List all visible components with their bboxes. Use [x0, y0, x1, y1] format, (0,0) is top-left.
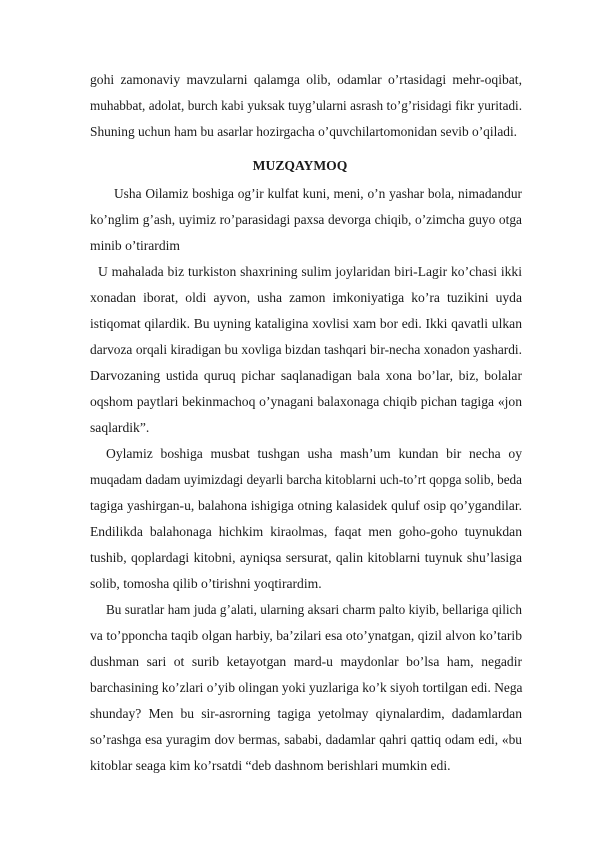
- text-line: Endilikda balahonaga hichkim kiraolmas, faqat men goho-goho tuynukdan: [90, 524, 522, 539]
- section-title: MUZQAYMOQ: [252, 158, 348, 173]
- text-line: minib o’tirardim: [90, 238, 180, 253]
- text-line: muhabbat, adolat, burch kabi yuksak tuyg’ularni asrash to’g’risidagi fikr yuritadi.: [90, 98, 522, 113]
- text-line: dushman sari ot surib ketayotgan mard-u maydonlar bo’lsa ham, negadir: [90, 654, 522, 669]
- text-line: U mahalada biz turkiston shaxrining sulim joylaridan biri-Lagir ko’chasi ikki: [98, 264, 522, 279]
- text-line: Oylamiz boshiga musbat tushgan usha mash’um kundan bir necha oy: [106, 446, 522, 461]
- text-line: barchasining ko’zlari o’yib olingan yoki yuzlariga ko’k siyoh tortilgan edi. Nega: [90, 680, 523, 695]
- text-line: oqshom paytlari bekinmachoq o’ynagani balaxonaga chiqib pichan tagiga «jon: [90, 394, 522, 409]
- text-line: Usha Oilamiz boshiga og’ir kulfat kuni, meni, o’n yashar bola, nimadandur: [114, 186, 522, 201]
- text-line: muqadam dadam uyimizdagi deyarli barcha kitoblarni uch-to’rt qopga solib, beda: [90, 472, 522, 487]
- text-line: ko’nglim g’ash, uyimiz ro’parasidagi paxsa devorga chiqib, o’zimcha guyo otga: [90, 212, 522, 227]
- text-line: saqlardik”.: [90, 420, 150, 435]
- text-line: tagiga yashirgan-u, balahona ishigiga otning kalasidek quluf osip qo’ygandilar.: [90, 498, 522, 513]
- text-line: kitoblar seaga kim ko’rsatdi “deb dashnom berishlari mumkin edi.: [90, 758, 451, 773]
- text-line: xonadan iborat, oldi ayvon, usha zamon imkoniyatiga ko’ra tuzikini uyda: [90, 290, 522, 305]
- text-line: gohi zamonaviy mavzularni qalamga olib, odamlar o’rtasidagi mehr-oqibat,: [90, 72, 522, 87]
- text-line: Bu suratlar ham juda g’alati, ularning aksari charm palto kiyib, bellariga qilich: [106, 602, 522, 617]
- text-line: shunday? Men bu sir-asrorning tagiga yetolmay qiynalardim, dadamlardan: [90, 706, 522, 721]
- text-line: Shuning uchun ham bu asarlar hozirgacha o’quvchilartomonidan sevib o’qiladi.: [90, 124, 518, 139]
- text-line: darvoza orqali kiradigan bu xovliga bizdan tashqari bir-necha xonadon yashardi.: [90, 342, 522, 357]
- text-line: so’rashga esa yuragim dov bermas, sababi, dadamlar qahri qattiq odam edi, «bu: [90, 732, 522, 747]
- text-line: solib, tomosha qilib o’tirishni yoqtirardim.: [90, 576, 322, 591]
- text-line: va to’pponcha taqib olgan harbiy, ba’zilari esa oto’ynatgan, qizil alvon ko’tarib: [90, 628, 522, 643]
- text-line: tushib, qoplardagi kitobni, ayniqsa sersurat, qalin kitoblarni tuynuk shu’lasiga: [90, 550, 522, 565]
- text-line: istiqomat qilardik. Bu uyning kataligina xovlisi xam bor edi. Ikki qavatli ulkan: [90, 316, 522, 331]
- text-line: Darvozaning ustida quruq pichar saqlanadigan bala xona bo’lar, biz, bolalar: [90, 368, 522, 383]
